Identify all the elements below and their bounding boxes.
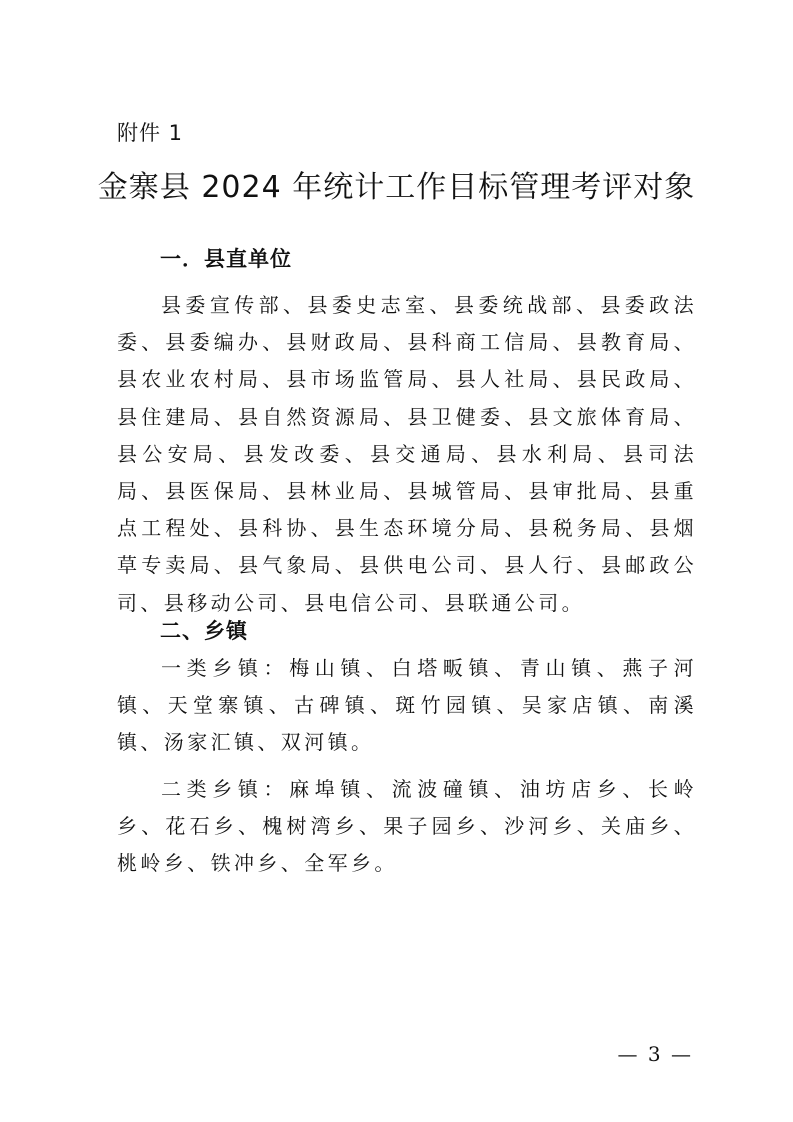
section-heading-county-units: 一．县直单位: [160, 247, 292, 271]
first-class-towns-paragraph: 一类乡镇：梅山镇、白塔畈镇、青山镇、燕子河镇、天堂寨镇、古碑镇、斑竹园镇、吴家店镇、南溪镇、汤家汇镇、双河镇。: [117, 656, 697, 755]
county-units-paragraph: 县委宣传部、县委史志室、县委统战部、县委政法委、县委编办、县财政局、县科商工信局、县教育局、县农业农村局、县市场监管局、县人社局、县民政局、县住建局、县自然资源局、县卫健委、县文旅体育局、县公安局、县发改委、县交通局、县水利局、县司法局、县医保局、县林业局、县城管局、县审批局、县重点工程处、县科协、县生态环境分局、县税务局、县烟草专卖局、县气象局、县供电公司、县人行、县邮政公司、县移动公司、县电信公司、县联通公司。: [117, 293, 697, 615]
attachment-label: 附件 1: [117, 121, 184, 145]
second-class-towns-paragraph: 二类乡镇：麻埠镇、流波䃥镇、油坊店乡、长岭乡、花石乡、槐树湾乡、果子园乡、沙河乡、关庙乡、桃岭乡、铁冲乡、全军乡。: [117, 777, 697, 876]
section-heading-towns: 二、乡镇: [160, 619, 248, 643]
document-title: 金寨县 2024 年统计工作目标管理考评对象: [97, 170, 696, 205]
page-number: — 3 —: [617, 1042, 693, 1066]
